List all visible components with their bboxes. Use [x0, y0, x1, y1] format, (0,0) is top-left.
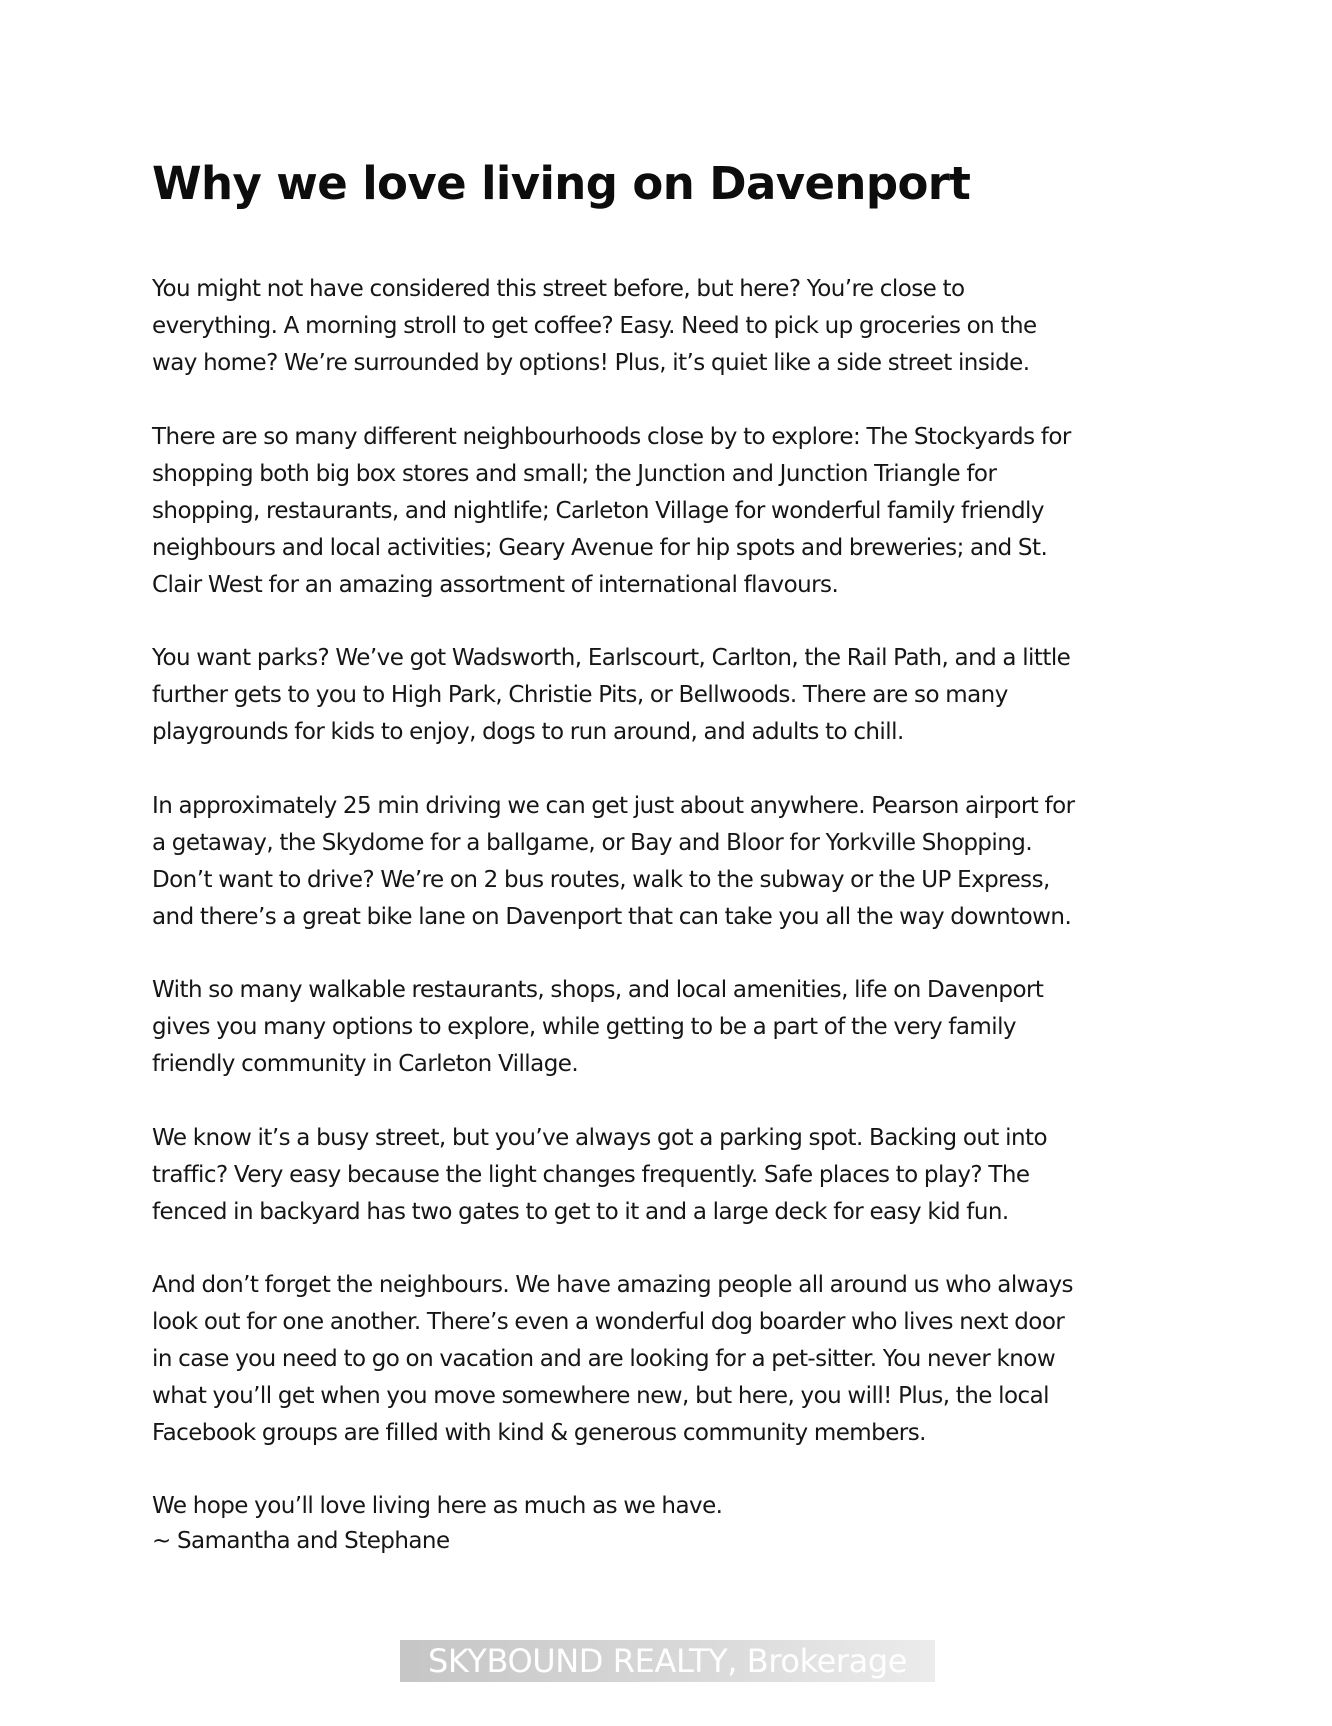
- text-line: There are so many different neighbourhoods close by to explore: The Stockyards for: [152, 423, 1071, 450]
- text-line: Facebook groups are filled with kind & generous community members.: [152, 1420, 926, 1446]
- text-line: way home? We’re surrounded by options! Plus, it’s quiet like a side street inside.: [152, 350, 1030, 376]
- paragraph-amenities: [152, 972, 1182, 1083]
- text-line: Don’t want to drive? We’re on 2 bus routes, walk to the subway or the UP Express,: [152, 866, 1050, 893]
- brokerage-watermark: SKYBOUND REALTY, Brokerage: [400, 1640, 935, 1682]
- text-line: a getaway, the Skydome for a ballgame, or Bay and Bloor for Yorkville Shopping.: [152, 829, 1033, 856]
- paragraph-parks: [152, 640, 1182, 751]
- text-line: You want parks? We’ve got Wadsworth, Earlscourt, Carlton, the Rail Path, and a little: [152, 645, 1071, 671]
- text-line: We know it’s a busy street, but you’ve always got a parking spot. Backing out into: [152, 1124, 1047, 1151]
- text-line: With so many walkable restaurants, shops, and local amenities, life on Davenport: [152, 977, 1044, 1003]
- signature: ~ Samantha and Stephane: [152, 1527, 450, 1554]
- text-line: what you’ll get when you move somewhere new, but here, you will! Plus, the local: [152, 1383, 1049, 1409]
- text-line: shopping, restaurants, and nightlife; Carleton Village for wonderful family friendly: [152, 497, 1044, 524]
- text-line: gives you many options to explore, while getting to be a part of the very family: [152, 1014, 1016, 1040]
- paragraph-neighbours: [152, 1267, 1182, 1452]
- text-line: neighbours and local activities; Geary Avenue for hip spots and breweries; and St.: [152, 534, 1048, 561]
- paragraph-neighbourhoods: [152, 419, 1182, 604]
- text-line: in case you need to go on vacation and are looking for a pet-sitter. You never know: [152, 1346, 1056, 1372]
- text-line: shopping both big box stores and small; the Junction and Junction Triangle for: [152, 460, 997, 487]
- letter-body: [152, 271, 1182, 1559]
- text-line: And don’t forget the neighbours. We have amazing people all around us who always: [152, 1272, 1073, 1298]
- text-line: In approximately 25 min driving we can get just about anywhere. Pearson airport for: [152, 792, 1075, 819]
- closing-block: [152, 1489, 1182, 1559]
- text-line: friendly community in Carleton Village.: [152, 1051, 579, 1077]
- text-line: You might not have considered this street before, but here? You’re close to: [152, 276, 965, 302]
- paragraph-location: [152, 271, 1182, 382]
- text-line: playgrounds for kids to enjoy, dogs to run around, and adults to chill.: [152, 719, 904, 745]
- text-line: and there’s a great bike lane on Davenport that can take you all the way downtown.: [152, 903, 1072, 930]
- text-line: fenced in backyard has two gates to get to it and a large deck for easy kid fun.: [152, 1198, 1009, 1225]
- text-line: Clair West for an amazing assortment of international flavours.: [152, 571, 839, 598]
- paragraph-transportation: [152, 788, 1182, 936]
- text-line: look out for one another. There’s even a wonderful dog boarder who lives next door: [152, 1309, 1065, 1335]
- paragraph-parking: [152, 1120, 1182, 1231]
- text-line: further gets to you to High Park, Christie Pits, or Bellwoods. There are so many: [152, 682, 1008, 708]
- closing-line: We hope you’ll love living here as much as we have.: [152, 1492, 723, 1519]
- page-title: Why we love living on Davenport: [152, 157, 971, 210]
- text-line: traffic? Very easy because the light changes frequently. Safe places to play? The: [152, 1161, 1030, 1188]
- text-line: everything. A morning stroll to get coffee? Easy. Need to pick up groceries on the: [152, 313, 1037, 339]
